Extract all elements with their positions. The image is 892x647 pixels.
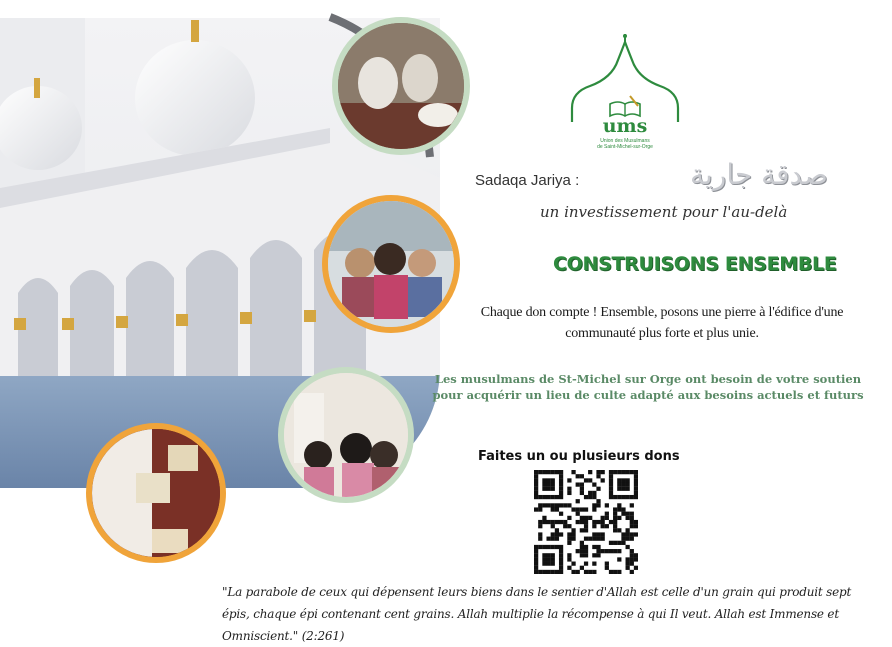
children-reading-photo-circle	[322, 195, 460, 333]
tagline: un investissement pour l'au-delà	[540, 203, 788, 221]
construisons-ensemble-title: CONSTRUISONS ENSEMBLE	[553, 253, 837, 275]
donate-label: Faites un ou plusieurs dons	[478, 449, 680, 464]
classroom-photo-circle	[278, 367, 414, 503]
logo-fullname-line1: Union des Musulmans	[600, 138, 650, 144]
arabic-calligraphy: صدقة جارية	[690, 158, 828, 191]
pitch-text: Chaque don compte ! Ensemble, posons une pierre à l'édifice d'une communauté plus forte et plus unie.	[480, 305, 844, 341]
logo-fullname-line2: de Saint-Michel-sur-Orge	[597, 144, 653, 150]
prayer-photo-circle	[332, 17, 470, 155]
quran-quote: "La parabole de ceux qui dépensent leurs biens dans le sentier d'Allah est celle d'un grain qui produit sept épis, chaque épi contenant cent grains. Allah multiplie la récompense à qui Il veut. Allah est Immense et Omniscient." (2:261)	[222, 585, 852, 643]
sadaqa-jariya-label: Sadaqa Jariya :	[475, 172, 580, 189]
donation-qr-code[interactable]	[534, 470, 638, 574]
need-text: Les musulmans de St-Michel sur Orge ont besoin de votre soutien pour acquérir un lieu de culte adapté aux besoins actuels et futurs	[432, 372, 864, 402]
ums-logo	[566, 32, 684, 154]
quran-reading-photo-circle	[86, 423, 226, 563]
logo-acronym: ums	[602, 115, 648, 137]
